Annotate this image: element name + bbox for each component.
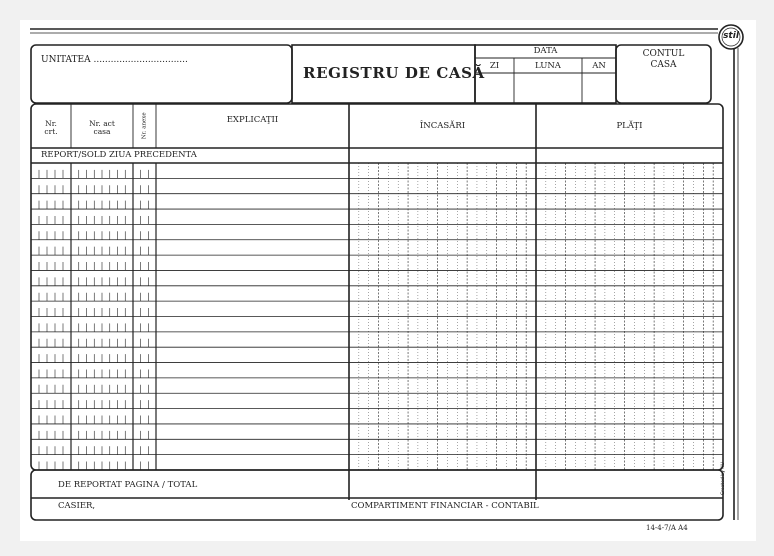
page-title: REGISTRU DE CASĂ (303, 64, 485, 82)
publisher-credit: Created by NU (721, 462, 726, 495)
logo-text: stil (723, 31, 739, 41)
unit-label: UNITATEA ................................. (41, 55, 188, 65)
col-nr-act-line2: casa (93, 127, 111, 136)
date-month: LUNA (535, 61, 561, 71)
cashier-label: CASIER, (58, 501, 96, 511)
date-year: AN (592, 61, 606, 71)
financial-label: COMPARTIMENT FINANCIAR - CONTABIL (351, 501, 539, 511)
col-plati: PLĂŢI (616, 121, 643, 131)
col-incasari: ÎNCASĂRI (419, 121, 466, 131)
col-nr-act-line1: Nr. act (89, 119, 115, 128)
col-nr-crt-line1: Nr. (45, 119, 57, 128)
paper (20, 20, 756, 541)
account-line1: CONTUL (642, 49, 685, 59)
col-nr-crt-line2: crt. (44, 127, 58, 136)
date-header: DATA (533, 46, 558, 56)
report-row-label: REPORT/SOLD ZIUA PRECEDENTA (41, 150, 197, 160)
form-code: 14-4-7/A A4 (646, 524, 688, 532)
total-label: DE REPORTAT PAGINA / TOTAL (58, 480, 198, 490)
col-explicatii: EXPLICAŢII (226, 115, 279, 125)
account-line2: CASA (650, 60, 677, 70)
col-nr-anexe: Nr. anexe (141, 112, 148, 140)
date-day: ZI (489, 61, 500, 71)
